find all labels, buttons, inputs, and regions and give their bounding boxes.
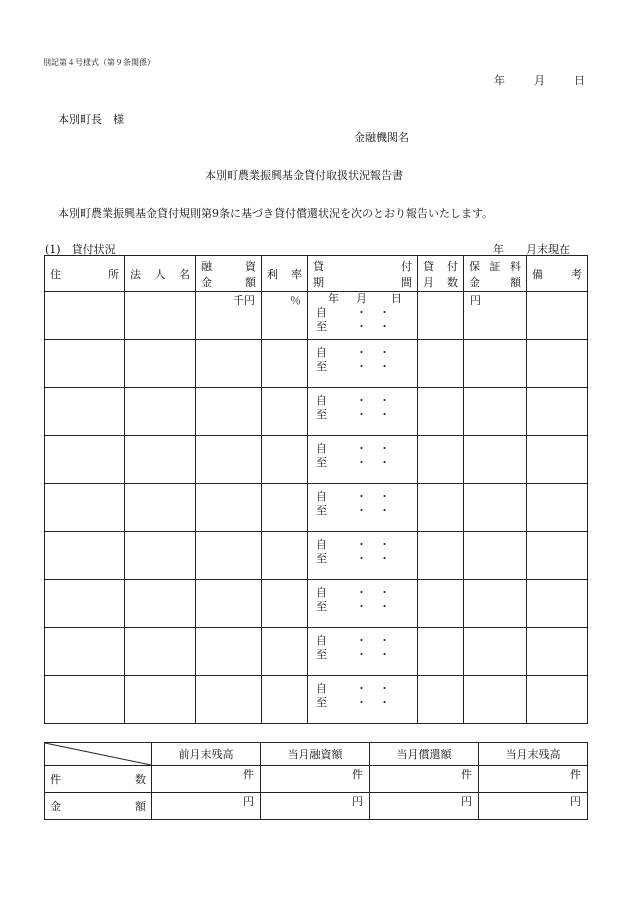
rate-cell: [262, 532, 308, 580]
remarks-cell: [527, 484, 588, 532]
loan-amount-cell: [196, 292, 262, 340]
guarantee-cell: [464, 676, 527, 724]
header-months: 貸 付 月 数: [418, 256, 464, 292]
corp-name-cell: [125, 580, 196, 628]
loan-row: [45, 628, 588, 676]
header-loan-amount: 融 資 金 額: [196, 256, 262, 292]
address-cell: [45, 340, 125, 388]
header-rate: 利 率: [262, 256, 308, 292]
guarantee-cell: [464, 580, 527, 628]
corp-name-cell: [125, 436, 196, 484]
period-to: 至 ・ ・: [316, 648, 390, 661]
rate-cell: [262, 484, 308, 532]
months-cell: [418, 292, 464, 340]
months-cell: [418, 580, 464, 628]
period-to: 至 ・ ・: [316, 360, 390, 373]
rate-cell: [262, 340, 308, 388]
corp-name-cell: [125, 484, 196, 532]
sender-label: 金融機関名: [354, 131, 409, 144]
summary-unit: 円: [152, 793, 261, 820]
period-from: 自 ・ ・: [316, 538, 390, 551]
remarks-cell: [527, 436, 588, 484]
months-cell: [418, 340, 464, 388]
rate-cell: [262, 292, 308, 340]
address-cell: [45, 580, 125, 628]
loan-amount-cell: [196, 340, 262, 388]
loan-amount-cell: [196, 388, 262, 436]
loan-row: [45, 340, 588, 388]
loan-row: [45, 580, 588, 628]
day-label: 日: [574, 74, 585, 87]
period-cell: [308, 484, 418, 532]
summary-col-prev-balance: 前月末残高: [152, 743, 261, 766]
months-cell: [418, 436, 464, 484]
summary-unit: 円: [261, 793, 370, 820]
corp-name-cell: [125, 628, 196, 676]
unit-thousand-yen: 千円: [233, 294, 255, 307]
address-cell: [45, 676, 125, 724]
address-cell: [45, 628, 125, 676]
period-to: 至 ・ ・: [316, 696, 390, 709]
section1-label: (1) 貸付状況: [45, 243, 116, 256]
months-cell: [418, 676, 464, 724]
summary-unit: 件: [261, 766, 370, 793]
corp-name-cell: [125, 340, 196, 388]
period-cell: [308, 292, 418, 340]
period-from: 自 ・ ・: [316, 634, 390, 647]
corp-name-cell: [125, 388, 196, 436]
date-line: [494, 72, 585, 88]
period-to: 至 ・ ・: [316, 600, 390, 613]
rate-cell: [262, 676, 308, 724]
period-to: 至 ・ ・: [316, 504, 390, 517]
period-from: 自 ・ ・: [316, 306, 390, 319]
remarks-cell: [527, 628, 588, 676]
loan-row: [45, 388, 588, 436]
summary-row-count: [45, 766, 588, 793]
addressee: 本別町長 様: [58, 113, 124, 126]
period-to: 至 ・ ・: [316, 552, 390, 565]
summary-unit: 件: [370, 766, 479, 793]
guarantee-cell: [464, 388, 527, 436]
summary-header-row: [45, 743, 588, 766]
guarantee-cell: [464, 484, 527, 532]
loan-amount-cell: [196, 436, 262, 484]
ymd-label-row: 年 月 日: [328, 292, 402, 305]
rate-cell: [262, 388, 308, 436]
guarantee-cell: [464, 340, 527, 388]
months-cell: [418, 628, 464, 676]
table-header-row: [45, 256, 588, 292]
period-from: 自 ・ ・: [316, 442, 390, 455]
form-number: 別記第４号様式（第９条関係）: [43, 58, 155, 67]
months-cell: [418, 532, 464, 580]
period-from: 自 ・ ・: [316, 394, 390, 407]
unit-yen: 円: [470, 294, 481, 307]
summary-corner-cell: [45, 743, 152, 766]
loan-row: [45, 484, 588, 532]
year-label: 年: [494, 74, 505, 87]
address-cell: [45, 532, 125, 580]
guarantee-cell: [464, 436, 527, 484]
period-from: 自 ・ ・: [316, 490, 390, 503]
intro-text: 本別町農業振興基金貸付規則第9条に基づき貸付償還状況を次のとおり報告いたします。: [58, 207, 494, 220]
diagonal-line: [45, 743, 151, 765]
summary-col-month-loans: 当月融資額: [261, 743, 370, 766]
loan-amount-cell: [196, 484, 262, 532]
rate-cell: [262, 628, 308, 676]
header-remarks: 備 考: [527, 256, 588, 292]
remarks-cell: [527, 676, 588, 724]
loan-row: [45, 532, 588, 580]
rate-cell: [262, 580, 308, 628]
period-from: 自 ・ ・: [316, 682, 390, 695]
summary-col-month-repaid: 当月償還額: [370, 743, 479, 766]
summary-unit: 円: [370, 793, 479, 820]
as-of-label: 年 月末現在: [493, 243, 570, 256]
header-corp-name: 法 人 名: [125, 256, 196, 292]
summary-label-amount: 金 額: [45, 793, 152, 820]
period-from: 自 ・ ・: [316, 346, 390, 359]
period-cell: [308, 388, 418, 436]
summary-unit: 件: [479, 766, 588, 793]
header-period: 貸 付 期 間: [308, 256, 418, 292]
summary-label-count: 件 数: [45, 766, 152, 793]
month-label: 月: [534, 74, 545, 87]
loan-row: [45, 436, 588, 484]
header-guarantee: 保 証 料 金 額: [464, 256, 527, 292]
loan-amount-cell: [196, 532, 262, 580]
address-cell: [45, 436, 125, 484]
period-cell: [308, 676, 418, 724]
period-from: 自 ・ ・: [316, 586, 390, 599]
period-cell: [308, 340, 418, 388]
guarantee-cell: [464, 292, 527, 340]
remarks-cell: [527, 292, 588, 340]
summary-unit: 円: [479, 793, 588, 820]
guarantee-cell: [464, 628, 527, 676]
corp-name-cell: [125, 292, 196, 340]
loan-amount-cell: [196, 676, 262, 724]
period-cell: [308, 628, 418, 676]
period-cell: [308, 436, 418, 484]
loan-row: [45, 292, 588, 340]
corp-name-cell: [125, 676, 196, 724]
header-address: 住 所: [45, 256, 125, 292]
unit-percent: ％: [290, 294, 301, 307]
period-to: 至 ・ ・: [316, 456, 390, 469]
months-cell: [418, 484, 464, 532]
months-cell: [418, 388, 464, 436]
summary-table: [44, 742, 588, 820]
remarks-cell: [527, 340, 588, 388]
period-to: 至 ・ ・: [316, 408, 390, 421]
loan-amount-cell: [196, 628, 262, 676]
document-title: 本別町農業振興基金貸付取扱状況報告書: [205, 169, 403, 182]
remarks-cell: [527, 580, 588, 628]
loan-status-table: [44, 255, 588, 724]
period-cell: [308, 532, 418, 580]
rate-cell: [262, 436, 308, 484]
address-cell: [45, 388, 125, 436]
loan-row: [45, 676, 588, 724]
remarks-cell: [527, 388, 588, 436]
guarantee-cell: [464, 532, 527, 580]
summary-unit: 件: [152, 766, 261, 793]
period-cell: [308, 580, 418, 628]
remarks-cell: [527, 532, 588, 580]
period-to: 至 ・ ・: [316, 320, 390, 333]
corp-name-cell: [125, 532, 196, 580]
address-cell: [45, 484, 125, 532]
address-cell: [45, 292, 125, 340]
loan-amount-cell: [196, 580, 262, 628]
summary-row-amount: [45, 793, 588, 820]
summary-col-month-balance: 当月末残高: [479, 743, 588, 766]
